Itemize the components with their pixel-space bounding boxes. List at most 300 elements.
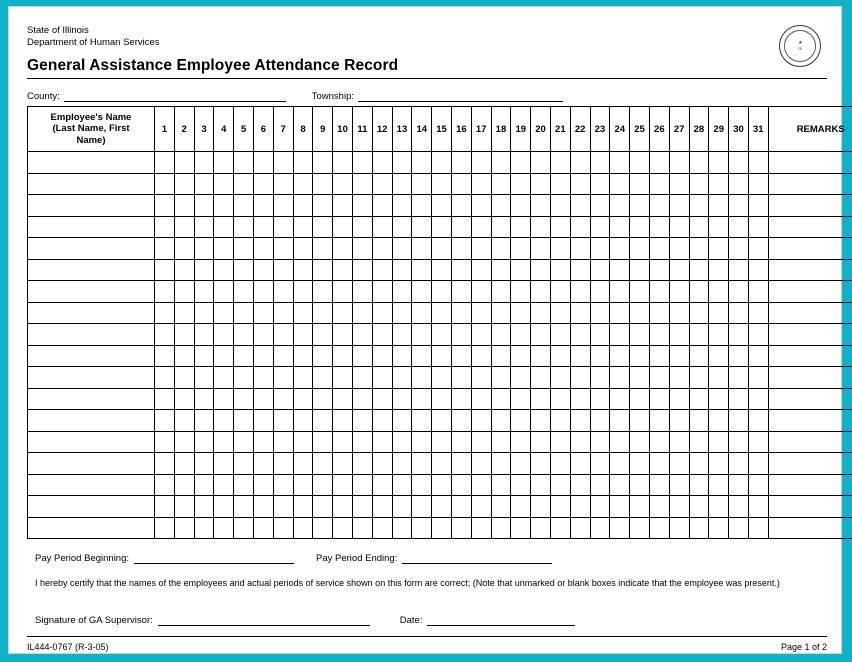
cell-day-11[interactable] <box>352 281 372 303</box>
cell-day-23[interactable] <box>590 152 610 174</box>
cell-day-9[interactable] <box>313 259 333 281</box>
cell-day-8[interactable] <box>293 216 313 238</box>
cell-day-2[interactable] <box>174 324 194 346</box>
cell-day-10[interactable] <box>333 517 353 539</box>
cell-day-16[interactable] <box>451 324 471 346</box>
cell-day-26[interactable] <box>649 195 669 217</box>
cell-day-3[interactable] <box>194 195 214 217</box>
cell-day-3[interactable] <box>194 453 214 475</box>
cell-day-18[interactable] <box>491 388 511 410</box>
cell-day-8[interactable] <box>293 388 313 410</box>
cell-day-8[interactable] <box>293 367 313 389</box>
cell-day-13[interactable] <box>392 238 412 260</box>
cell-day-28[interactable] <box>689 431 709 453</box>
cell-day-15[interactable] <box>432 496 452 518</box>
cell-day-26[interactable] <box>649 238 669 260</box>
cell-day-28[interactable] <box>689 367 709 389</box>
cell-day-25[interactable] <box>630 238 650 260</box>
cell-day-31[interactable] <box>748 474 768 496</box>
cell-day-29[interactable] <box>709 410 729 432</box>
cell-day-30[interactable] <box>729 173 749 195</box>
cell-day-18[interactable] <box>491 216 511 238</box>
cell-day-17[interactable] <box>471 496 491 518</box>
cell-day-12[interactable] <box>372 388 392 410</box>
cell-day-6[interactable] <box>253 152 273 174</box>
cell-day-23[interactable] <box>590 474 610 496</box>
cell-day-18[interactable] <box>491 324 511 346</box>
cell-day-14[interactable] <box>412 238 432 260</box>
cell-day-7[interactable] <box>273 195 293 217</box>
cell-day-14[interactable] <box>412 474 432 496</box>
cell-day-14[interactable] <box>412 173 432 195</box>
cell-day-22[interactable] <box>570 453 590 475</box>
cell-day-20[interactable] <box>531 474 551 496</box>
cell-day-11[interactable] <box>352 195 372 217</box>
cell-day-18[interactable] <box>491 281 511 303</box>
cell-day-2[interactable] <box>174 195 194 217</box>
cell-day-20[interactable] <box>531 195 551 217</box>
cell-day-19[interactable] <box>511 281 531 303</box>
cell-day-11[interactable] <box>352 453 372 475</box>
cell-day-5[interactable] <box>234 345 254 367</box>
cell-day-23[interactable] <box>590 302 610 324</box>
cell-day-6[interactable] <box>253 173 273 195</box>
cell-day-8[interactable] <box>293 195 313 217</box>
cell-day-12[interactable] <box>372 453 392 475</box>
cell-day-16[interactable] <box>451 302 471 324</box>
cell-day-31[interactable] <box>748 216 768 238</box>
pay-begin-input[interactable] <box>134 551 294 564</box>
cell-day-1[interactable] <box>155 302 175 324</box>
cell-day-1[interactable] <box>155 216 175 238</box>
cell-day-5[interactable] <box>234 324 254 346</box>
cell-day-28[interactable] <box>689 173 709 195</box>
cell-employee-name[interactable] <box>28 431 155 453</box>
township-input[interactable] <box>358 90 563 102</box>
cell-day-5[interactable] <box>234 431 254 453</box>
cell-day-5[interactable] <box>234 517 254 539</box>
cell-day-16[interactable] <box>451 238 471 260</box>
cell-day-24[interactable] <box>610 431 630 453</box>
cell-day-1[interactable] <box>155 388 175 410</box>
cell-day-29[interactable] <box>709 216 729 238</box>
cell-day-29[interactable] <box>709 324 729 346</box>
cell-day-9[interactable] <box>313 517 333 539</box>
cell-day-5[interactable] <box>234 388 254 410</box>
cell-day-21[interactable] <box>550 517 570 539</box>
cell-day-2[interactable] <box>174 474 194 496</box>
cell-day-19[interactable] <box>511 238 531 260</box>
cell-day-10[interactable] <box>333 496 353 518</box>
cell-day-31[interactable] <box>748 496 768 518</box>
cell-day-22[interactable] <box>570 517 590 539</box>
cell-day-21[interactable] <box>550 410 570 432</box>
cell-day-15[interactable] <box>432 324 452 346</box>
cell-day-30[interactable] <box>729 410 749 432</box>
cell-day-12[interactable] <box>372 173 392 195</box>
cell-day-6[interactable] <box>253 410 273 432</box>
cell-day-14[interactable] <box>412 367 432 389</box>
cell-day-21[interactable] <box>550 474 570 496</box>
cell-day-23[interactable] <box>590 388 610 410</box>
cell-day-20[interactable] <box>531 345 551 367</box>
cell-day-29[interactable] <box>709 388 729 410</box>
cell-day-23[interactable] <box>590 259 610 281</box>
cell-day-6[interactable] <box>253 431 273 453</box>
cell-day-27[interactable] <box>669 388 689 410</box>
cell-day-14[interactable] <box>412 259 432 281</box>
cell-day-10[interactable] <box>333 216 353 238</box>
cell-day-14[interactable] <box>412 410 432 432</box>
cell-remarks[interactable] <box>768 324 852 346</box>
cell-day-6[interactable] <box>253 238 273 260</box>
cell-day-22[interactable] <box>570 431 590 453</box>
cell-day-10[interactable] <box>333 195 353 217</box>
cell-day-13[interactable] <box>392 517 412 539</box>
cell-day-25[interactable] <box>630 216 650 238</box>
cell-day-15[interactable] <box>432 410 452 432</box>
cell-day-10[interactable] <box>333 388 353 410</box>
cell-day-7[interactable] <box>273 324 293 346</box>
cell-day-17[interactable] <box>471 238 491 260</box>
cell-day-16[interactable] <box>451 431 471 453</box>
cell-day-18[interactable] <box>491 152 511 174</box>
cell-day-15[interactable] <box>432 173 452 195</box>
cell-employee-name[interactable] <box>28 152 155 174</box>
cell-day-11[interactable] <box>352 259 372 281</box>
cell-day-2[interactable] <box>174 410 194 432</box>
cell-day-27[interactable] <box>669 367 689 389</box>
cell-day-26[interactable] <box>649 324 669 346</box>
cell-day-11[interactable] <box>352 517 372 539</box>
cell-day-30[interactable] <box>729 453 749 475</box>
cell-day-3[interactable] <box>194 324 214 346</box>
cell-day-29[interactable] <box>709 431 729 453</box>
cell-day-1[interactable] <box>155 474 175 496</box>
cell-day-2[interactable] <box>174 345 194 367</box>
cell-day-3[interactable] <box>194 345 214 367</box>
cell-day-20[interactable] <box>531 388 551 410</box>
cell-day-1[interactable] <box>155 281 175 303</box>
cell-day-19[interactable] <box>511 453 531 475</box>
cell-day-24[interactable] <box>610 453 630 475</box>
cell-day-14[interactable] <box>412 453 432 475</box>
cell-day-26[interactable] <box>649 431 669 453</box>
cell-day-31[interactable] <box>748 195 768 217</box>
cell-day-15[interactable] <box>432 195 452 217</box>
cell-day-31[interactable] <box>748 410 768 432</box>
cell-day-18[interactable] <box>491 259 511 281</box>
cell-day-16[interactable] <box>451 453 471 475</box>
cell-day-2[interactable] <box>174 216 194 238</box>
cell-day-31[interactable] <box>748 324 768 346</box>
cell-day-9[interactable] <box>313 367 333 389</box>
cell-day-26[interactable] <box>649 216 669 238</box>
cell-day-13[interactable] <box>392 195 412 217</box>
cell-day-29[interactable] <box>709 367 729 389</box>
cell-day-18[interactable] <box>491 302 511 324</box>
cell-day-18[interactable] <box>491 238 511 260</box>
cell-day-18[interactable] <box>491 517 511 539</box>
cell-day-27[interactable] <box>669 173 689 195</box>
cell-day-9[interactable] <box>313 410 333 432</box>
cell-day-12[interactable] <box>372 238 392 260</box>
cell-day-5[interactable] <box>234 496 254 518</box>
cell-day-15[interactable] <box>432 367 452 389</box>
cell-day-1[interactable] <box>155 453 175 475</box>
cell-day-16[interactable] <box>451 496 471 518</box>
cell-day-23[interactable] <box>590 517 610 539</box>
cell-day-24[interactable] <box>610 152 630 174</box>
cell-day-9[interactable] <box>313 324 333 346</box>
cell-day-19[interactable] <box>511 431 531 453</box>
cell-day-4[interactable] <box>214 388 234 410</box>
cell-day-2[interactable] <box>174 388 194 410</box>
cell-day-11[interactable] <box>352 496 372 518</box>
cell-day-5[interactable] <box>234 302 254 324</box>
cell-day-7[interactable] <box>273 173 293 195</box>
cell-day-26[interactable] <box>649 453 669 475</box>
cell-day-7[interactable] <box>273 388 293 410</box>
cell-day-10[interactable] <box>333 474 353 496</box>
cell-day-23[interactable] <box>590 173 610 195</box>
cell-day-25[interactable] <box>630 324 650 346</box>
cell-day-25[interactable] <box>630 302 650 324</box>
cell-day-17[interactable] <box>471 410 491 432</box>
cell-day-14[interactable] <box>412 216 432 238</box>
cell-day-7[interactable] <box>273 302 293 324</box>
cell-day-28[interactable] <box>689 324 709 346</box>
cell-day-20[interactable] <box>531 324 551 346</box>
cell-day-3[interactable] <box>194 388 214 410</box>
cell-day-11[interactable] <box>352 388 372 410</box>
cell-day-18[interactable] <box>491 431 511 453</box>
cell-day-1[interactable] <box>155 173 175 195</box>
cell-day-28[interactable] <box>689 474 709 496</box>
cell-day-5[interactable] <box>234 173 254 195</box>
cell-day-30[interactable] <box>729 324 749 346</box>
cell-day-13[interactable] <box>392 152 412 174</box>
cell-employee-name[interactable] <box>28 453 155 475</box>
cell-day-18[interactable] <box>491 496 511 518</box>
cell-day-17[interactable] <box>471 474 491 496</box>
cell-day-7[interactable] <box>273 259 293 281</box>
cell-day-6[interactable] <box>253 281 273 303</box>
cell-day-13[interactable] <box>392 410 412 432</box>
cell-day-31[interactable] <box>748 173 768 195</box>
cell-day-14[interactable] <box>412 431 432 453</box>
cell-day-24[interactable] <box>610 216 630 238</box>
cell-day-14[interactable] <box>412 324 432 346</box>
cell-day-4[interactable] <box>214 281 234 303</box>
cell-day-6[interactable] <box>253 388 273 410</box>
cell-day-19[interactable] <box>511 324 531 346</box>
cell-day-28[interactable] <box>689 195 709 217</box>
cell-day-19[interactable] <box>511 496 531 518</box>
cell-remarks[interactable] <box>768 453 852 475</box>
cell-day-11[interactable] <box>352 302 372 324</box>
cell-day-4[interactable] <box>214 431 234 453</box>
cell-day-4[interactable] <box>214 496 234 518</box>
cell-day-29[interactable] <box>709 173 729 195</box>
cell-remarks[interactable] <box>768 173 852 195</box>
cell-day-12[interactable] <box>372 195 392 217</box>
cell-day-23[interactable] <box>590 453 610 475</box>
cell-day-20[interactable] <box>531 410 551 432</box>
cell-day-31[interactable] <box>748 302 768 324</box>
cell-remarks[interactable] <box>768 345 852 367</box>
cell-employee-name[interactable] <box>28 216 155 238</box>
cell-day-9[interactable] <box>313 173 333 195</box>
cell-day-10[interactable] <box>333 431 353 453</box>
cell-day-10[interactable] <box>333 259 353 281</box>
cell-day-25[interactable] <box>630 345 650 367</box>
cell-day-26[interactable] <box>649 496 669 518</box>
cell-day-17[interactable] <box>471 281 491 303</box>
cell-day-19[interactable] <box>511 410 531 432</box>
cell-day-5[interactable] <box>234 281 254 303</box>
cell-day-19[interactable] <box>511 474 531 496</box>
cell-day-2[interactable] <box>174 431 194 453</box>
cell-employee-name[interactable] <box>28 281 155 303</box>
cell-day-13[interactable] <box>392 367 412 389</box>
cell-day-19[interactable] <box>511 388 531 410</box>
cell-day-29[interactable] <box>709 474 729 496</box>
cell-day-1[interactable] <box>155 324 175 346</box>
cell-employee-name[interactable] <box>28 173 155 195</box>
cell-day-23[interactable] <box>590 216 610 238</box>
cell-employee-name[interactable] <box>28 302 155 324</box>
cell-day-13[interactable] <box>392 453 412 475</box>
cell-day-4[interactable] <box>214 410 234 432</box>
cell-day-12[interactable] <box>372 474 392 496</box>
cell-day-26[interactable] <box>649 517 669 539</box>
cell-day-31[interactable] <box>748 259 768 281</box>
cell-day-17[interactable] <box>471 302 491 324</box>
cell-day-26[interactable] <box>649 259 669 281</box>
cell-day-8[interactable] <box>293 302 313 324</box>
cell-day-31[interactable] <box>748 431 768 453</box>
cell-day-17[interactable] <box>471 388 491 410</box>
cell-day-4[interactable] <box>214 367 234 389</box>
cell-day-26[interactable] <box>649 302 669 324</box>
cell-day-25[interactable] <box>630 367 650 389</box>
cell-day-14[interactable] <box>412 195 432 217</box>
cell-day-12[interactable] <box>372 410 392 432</box>
cell-day-22[interactable] <box>570 367 590 389</box>
cell-day-17[interactable] <box>471 431 491 453</box>
cell-day-16[interactable] <box>451 410 471 432</box>
cell-day-30[interactable] <box>729 388 749 410</box>
cell-day-5[interactable] <box>234 367 254 389</box>
cell-day-15[interactable] <box>432 302 452 324</box>
cell-day-7[interactable] <box>273 345 293 367</box>
cell-day-9[interactable] <box>313 496 333 518</box>
cell-day-6[interactable] <box>253 496 273 518</box>
cell-day-22[interactable] <box>570 324 590 346</box>
cell-day-9[interactable] <box>313 152 333 174</box>
cell-day-16[interactable] <box>451 173 471 195</box>
cell-day-13[interactable] <box>392 496 412 518</box>
cell-day-9[interactable] <box>313 238 333 260</box>
cell-day-24[interactable] <box>610 517 630 539</box>
cell-day-20[interactable] <box>531 453 551 475</box>
cell-day-4[interactable] <box>214 302 234 324</box>
cell-day-24[interactable] <box>610 345 630 367</box>
cell-day-10[interactable] <box>333 345 353 367</box>
cell-day-1[interactable] <box>155 345 175 367</box>
cell-day-11[interactable] <box>352 324 372 346</box>
cell-day-25[interactable] <box>630 517 650 539</box>
cell-day-26[interactable] <box>649 410 669 432</box>
cell-day-6[interactable] <box>253 195 273 217</box>
cell-remarks[interactable] <box>768 367 852 389</box>
cell-day-23[interactable] <box>590 195 610 217</box>
cell-day-13[interactable] <box>392 216 412 238</box>
cell-employee-name[interactable] <box>28 195 155 217</box>
cell-day-31[interactable] <box>748 388 768 410</box>
cell-day-7[interactable] <box>273 281 293 303</box>
cell-day-13[interactable] <box>392 431 412 453</box>
cell-day-29[interactable] <box>709 453 729 475</box>
cell-day-8[interactable] <box>293 345 313 367</box>
cell-day-20[interactable] <box>531 302 551 324</box>
cell-day-3[interactable] <box>194 410 214 432</box>
cell-remarks[interactable] <box>768 302 852 324</box>
cell-day-21[interactable] <box>550 281 570 303</box>
cell-day-28[interactable] <box>689 238 709 260</box>
cell-day-6[interactable] <box>253 302 273 324</box>
cell-day-21[interactable] <box>550 453 570 475</box>
cell-day-3[interactable] <box>194 517 214 539</box>
cell-day-6[interactable] <box>253 453 273 475</box>
cell-day-17[interactable] <box>471 345 491 367</box>
cell-day-25[interactable] <box>630 474 650 496</box>
cell-day-4[interactable] <box>214 195 234 217</box>
cell-remarks[interactable] <box>768 259 852 281</box>
cell-day-25[interactable] <box>630 152 650 174</box>
cell-day-11[interactable] <box>352 152 372 174</box>
cell-day-8[interactable] <box>293 173 313 195</box>
cell-day-31[interactable] <box>748 453 768 475</box>
cell-day-18[interactable] <box>491 410 511 432</box>
cell-day-1[interactable] <box>155 517 175 539</box>
cell-day-12[interactable] <box>372 302 392 324</box>
cell-day-28[interactable] <box>689 410 709 432</box>
cell-day-19[interactable] <box>511 367 531 389</box>
cell-day-25[interactable] <box>630 410 650 432</box>
cell-day-27[interactable] <box>669 345 689 367</box>
cell-day-20[interactable] <box>531 496 551 518</box>
cell-day-13[interactable] <box>392 474 412 496</box>
cell-day-29[interactable] <box>709 302 729 324</box>
cell-day-18[interactable] <box>491 195 511 217</box>
cell-day-22[interactable] <box>570 410 590 432</box>
cell-day-21[interactable] <box>550 496 570 518</box>
cell-day-10[interactable] <box>333 453 353 475</box>
cell-day-23[interactable] <box>590 345 610 367</box>
cell-day-15[interactable] <box>432 453 452 475</box>
cell-day-2[interactable] <box>174 238 194 260</box>
cell-day-5[interactable] <box>234 195 254 217</box>
cell-day-22[interactable] <box>570 152 590 174</box>
cell-day-2[interactable] <box>174 496 194 518</box>
cell-day-28[interactable] <box>689 453 709 475</box>
cell-day-28[interactable] <box>689 216 709 238</box>
cell-day-24[interactable] <box>610 195 630 217</box>
cell-day-7[interactable] <box>273 474 293 496</box>
cell-employee-name[interactable] <box>28 367 155 389</box>
